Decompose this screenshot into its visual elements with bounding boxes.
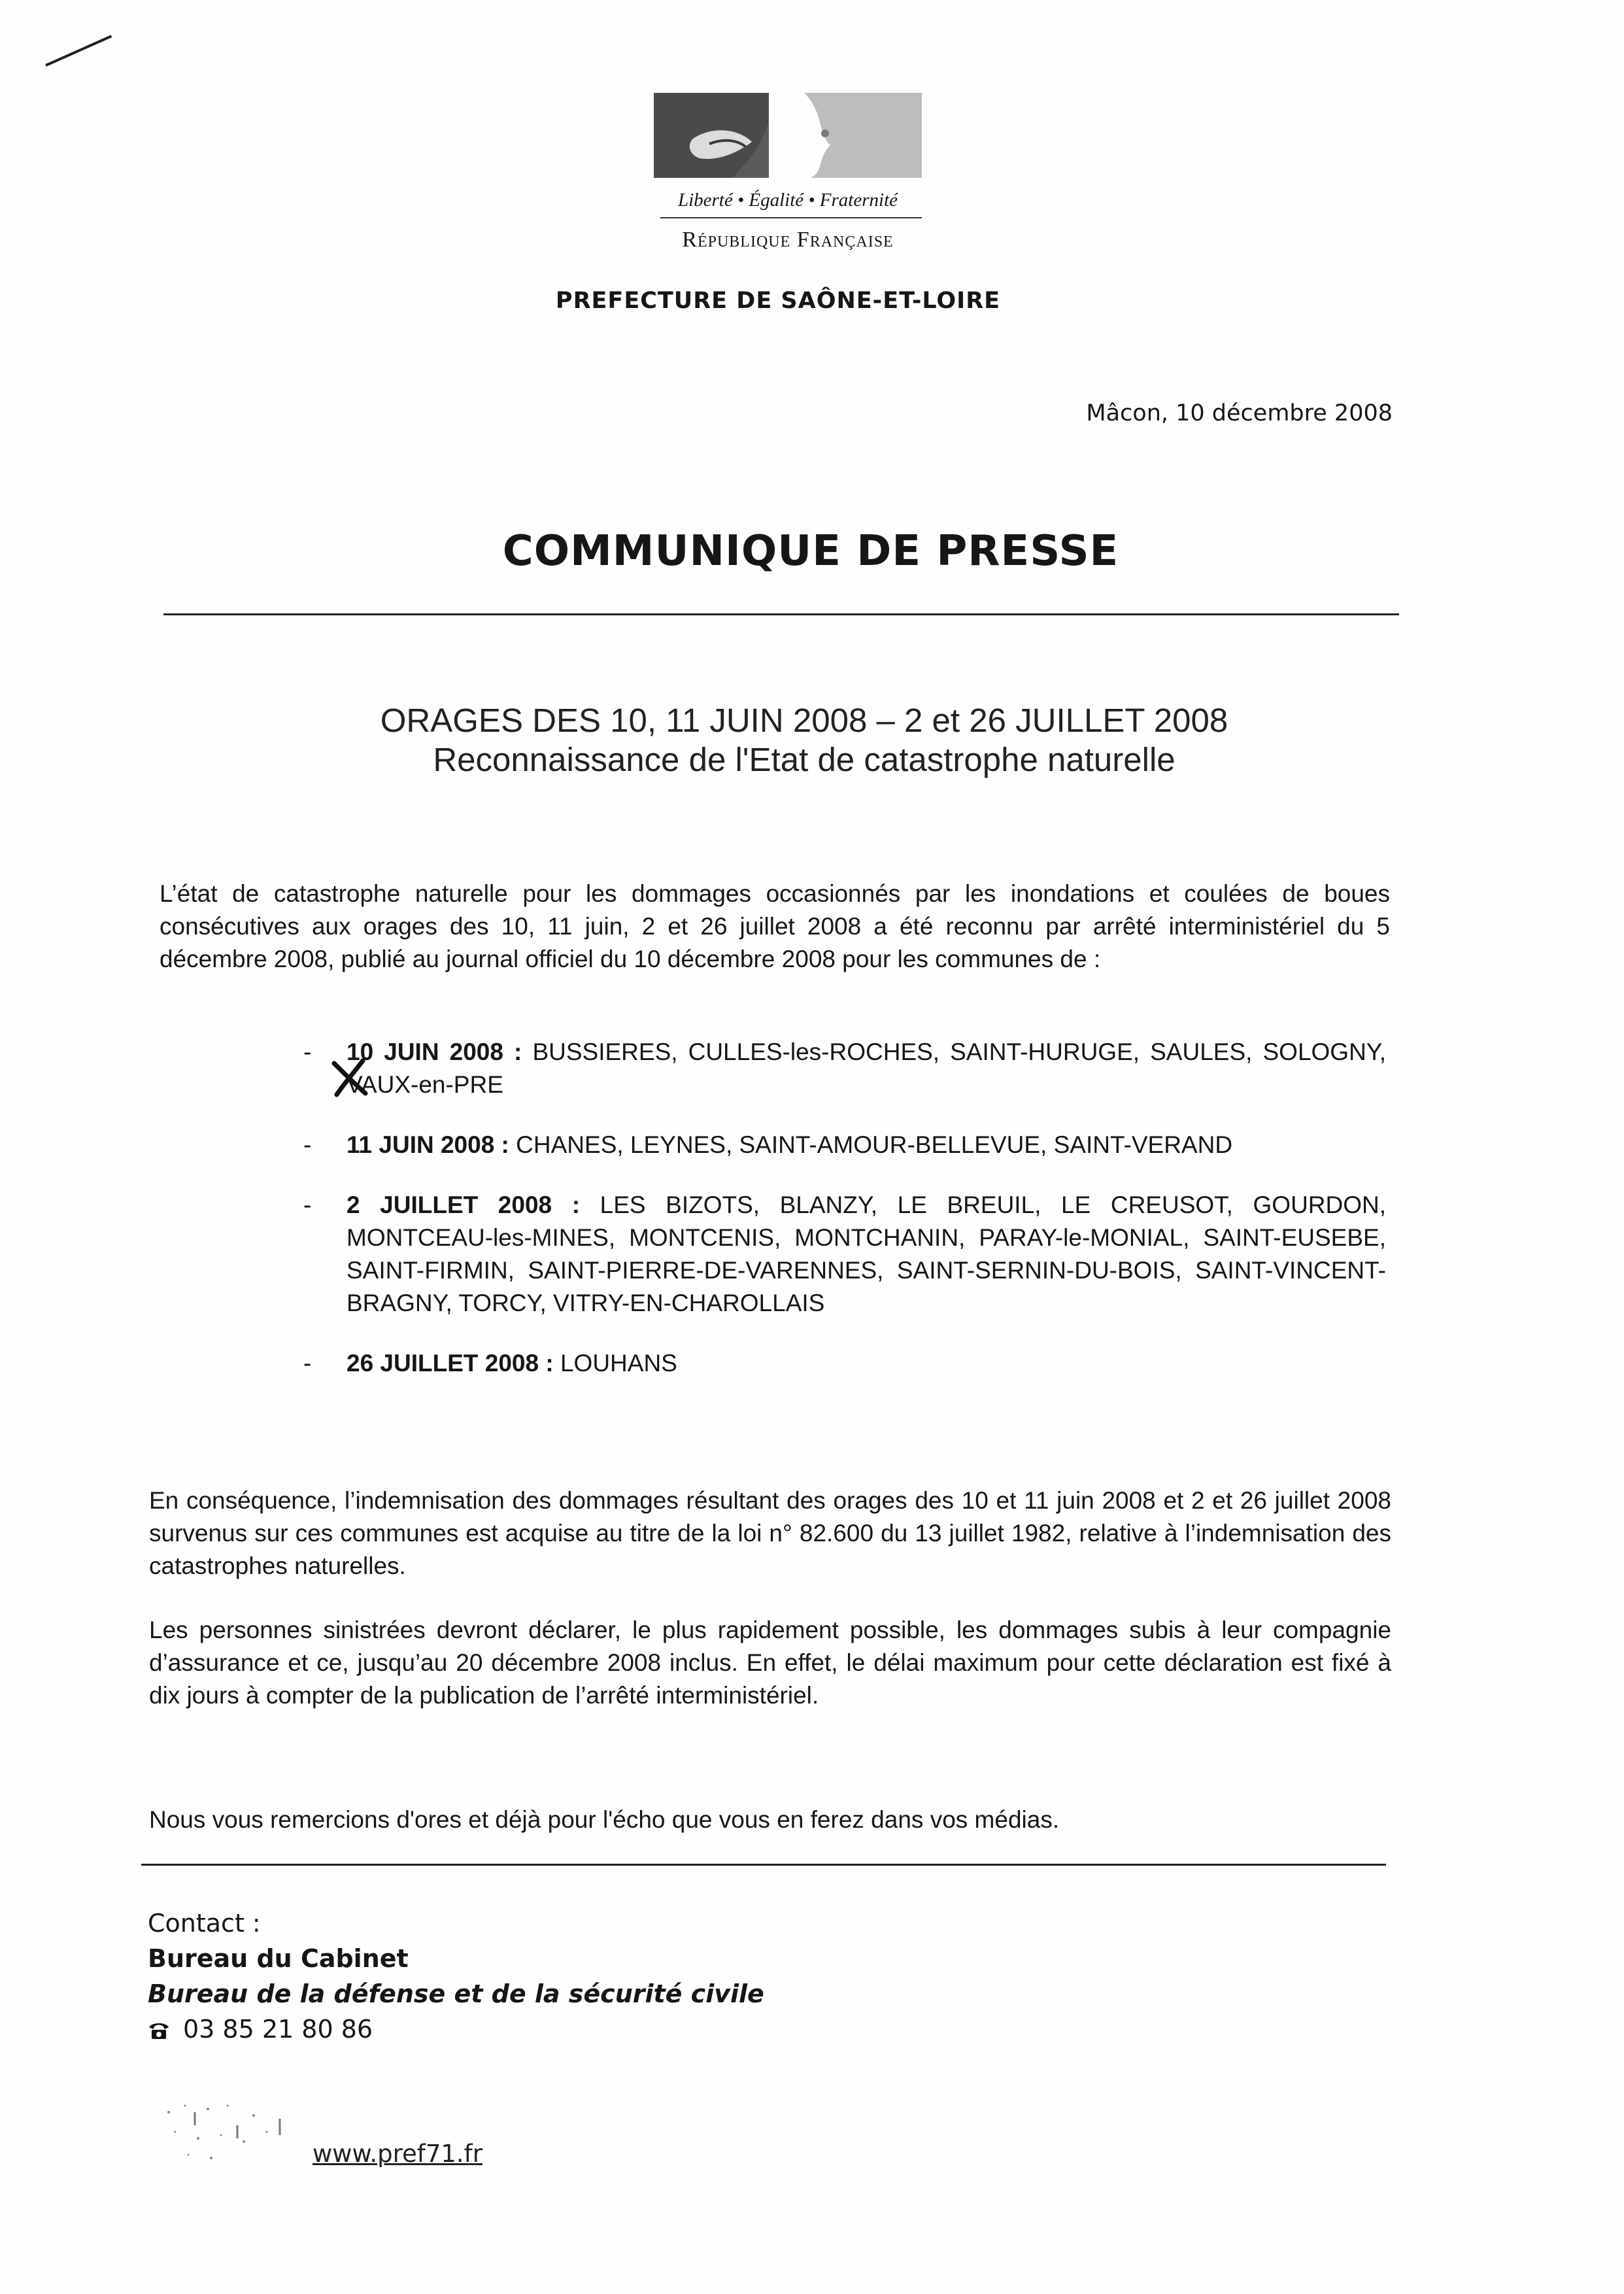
declaration-paragraph: Les personnes sinistrées devront déclarer, le plus rapidement possible, les dommages subis à leur compagnie d’assurance et ce, jusqu’au 20 décembre 2008 inclus. En effet, le délai maximum pour cette déclaration est fixé à dix jours à compter de la publication de l’arrêté interministériel. <box>149 1617 1391 1709</box>
subject-heading <box>196 701 1412 779</box>
title-divider <box>163 613 1399 615</box>
contact-phone-row <box>148 2012 764 2047</box>
list-item-date: 11 JUIN 2008 : <box>347 1131 509 1158</box>
list-item-communes: BUSSIERES, CULLES-les-ROCHES, SAINT-HURUGE, SAULES, SOLOGNY, VAUX-en-PRE <box>347 1038 1386 1098</box>
faint-stamp <box>149 2086 313 2171</box>
contact-bureau-cabinet: Bureau du Cabinet <box>148 1944 409 1973</box>
document-date: Mâcon, 10 décembre 2008 <box>1086 400 1393 426</box>
list-item-date: 26 JUILLET 2008 : <box>347 1350 554 1377</box>
list-item-communes: LOUHANS <box>560 1350 677 1377</box>
page-title: COMMUNIQUE DE PRESSE <box>502 527 1119 575</box>
list-dash: - <box>303 1131 312 1158</box>
list-item <box>303 1189 1387 1320</box>
phone-icon <box>148 2021 170 2040</box>
subject-line-2: Reconnaissance de l'Etat de catastrophe naturelle <box>433 741 1176 778</box>
list-item-communes: LES BIZOTS, BLANZY, LE BREUIL, LE CREUSOT, GOURDON, MONTCEAU-les-MINES, MONTCENIS, MONTCHANIN, PARAY-le-MONIAL, SAINT-EUSEBE, SAINT-FIRMIN, SAINT-PIERRE-DE-VARENNES, SAINT-SERNIN-DU-BOIS, SAINT-VINCENT-BRAGNY, TORCY, VITRY-EN-CHAROLLAIS <box>347 1191 1387 1316</box>
list-item <box>303 1129 1386 1161</box>
list-dash: - <box>303 1038 312 1065</box>
consequence-paragraph: En conséquence, l’indemnisation des dommages résultant des orages des 10 et 11 juin 2008 et 2 et 26 juillet 2008 survenus sur ces communes est acquise au titre de la loi n° 82.600 du 13 juillet 1982, relative à l’indemnisation des catastrophes naturelles. <box>149 1487 1391 1579</box>
list-dash: - <box>303 1191 312 1218</box>
list-dash: - <box>303 1350 312 1377</box>
list-item <box>303 1347 1386 1380</box>
contact-block <box>148 1906 764 2047</box>
website-link[interactable]: www.pref71.fr <box>313 2140 482 2168</box>
republic-name: République Française <box>682 228 894 252</box>
list-item-communes: CHANES, LEYNES, SAINT-AMOUR-BELLEVUE, SAINT-VERAND <box>516 1131 1233 1158</box>
intro-paragraph: L’état de catastrophe naturelle pour les dommages occasionnés par les inondations et coulées de boues consécutives aux orages des 10, 11 juin, 2 et 26 juillet 2008 a été reconnu par arrêté interministériel du 5 décembre 2008, publié au journal officiel du 10 décembre 2008 pour les communes de : <box>160 880 1390 972</box>
motto-divider <box>660 217 922 218</box>
list-item-date: 10 JUIN 2008 : <box>347 1038 522 1065</box>
prefecture-name: PREFECTURE DE SAÔNE-ET-LOIRE <box>555 288 1001 314</box>
list-item <box>303 1036 1386 1101</box>
thanks-paragraph: Nous vous remercions d'ores et déjà pour l'écho que vous en ferez dans vos médias. <box>149 1806 1060 1833</box>
marianne-logo <box>654 93 922 178</box>
contact-label: Contact : <box>148 1909 261 1938</box>
contact-phone: 03 85 21 80 86 <box>183 2015 373 2044</box>
subject-line-1: ORAGES DES 10, 11 JUIN 2008 – 2 et 26 JUILLET 2008 <box>380 702 1228 739</box>
handwritten-mark <box>45 35 112 66</box>
republic-motto: Liberté • Égalité • Fraternité <box>677 190 898 211</box>
contact-bureau-defense: Bureau de la défense et de la sécurité civile <box>148 1979 764 2008</box>
communes-list <box>303 1036 1387 1407</box>
list-item-date: 2 JUILLET 2008 : <box>347 1191 581 1218</box>
footer-divider <box>141 1864 1386 1866</box>
